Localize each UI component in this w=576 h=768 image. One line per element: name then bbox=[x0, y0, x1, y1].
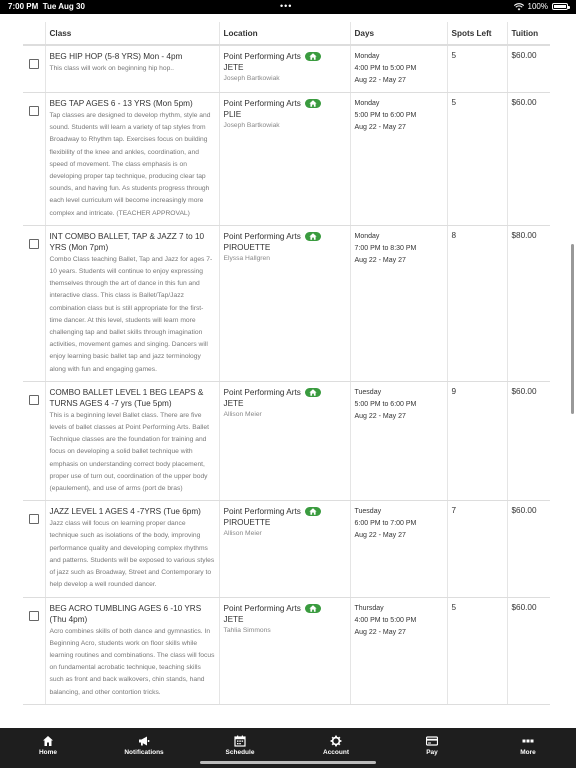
location-room: JETE bbox=[223, 398, 244, 408]
multitasking-dots-icon[interactable]: ••• bbox=[280, 1, 293, 11]
home-location-badge bbox=[305, 604, 321, 613]
class-dates: Aug 22 - May 27 bbox=[354, 77, 406, 84]
teacher-name: Tahlia Simmons bbox=[223, 626, 271, 634]
location-name-line bbox=[224, 51, 346, 62]
tuition-cell: $60.00 bbox=[507, 45, 550, 93]
tab-notifications[interactable] bbox=[96, 728, 192, 768]
location-name-line bbox=[224, 603, 346, 614]
tab-home[interactable] bbox=[0, 728, 96, 768]
row-checkbox[interactable] bbox=[29, 106, 39, 116]
header-tuition[interactable]: Tuition bbox=[507, 22, 550, 45]
class-day: Tuesday bbox=[354, 508, 382, 516]
class-dates: Aug 22 - May 27 bbox=[354, 256, 406, 264]
location-cell bbox=[219, 381, 350, 500]
location-room: PIROUETTE bbox=[223, 518, 271, 528]
class-cell bbox=[45, 381, 219, 500]
tuition-cell: $60.00 bbox=[507, 93, 550, 226]
location-room: PLIE bbox=[223, 110, 242, 119]
days-cell bbox=[350, 93, 447, 226]
table-row[interactable] bbox=[23, 381, 550, 500]
class-cell bbox=[45, 225, 219, 381]
location-cell bbox=[219, 93, 350, 226]
teacher-name: Elyssa Hallgren bbox=[223, 254, 270, 262]
location-room: JETE bbox=[223, 614, 244, 624]
class-time: 5:00 PM to 6:00 PM bbox=[354, 400, 417, 408]
row-checkbox[interactable] bbox=[29, 611, 39, 621]
home-icon bbox=[309, 605, 317, 612]
home-icon bbox=[309, 233, 317, 240]
location-cell bbox=[219, 597, 350, 704]
location-name: Point Performing Arts bbox=[223, 603, 301, 613]
class-description: Acro combines skills of both dance and gymnastics. In Beginning Acro, students work on floor skills while learning routines and combinations. The class will focus on fundamental acrobatic technique, teaching skills such as front and back walkovers, chin stands, hand balancing, and other contortion tricks. bbox=[49, 627, 215, 696]
class-cell bbox=[45, 501, 219, 597]
row-select-cell bbox=[23, 45, 45, 93]
home-location-badge bbox=[305, 99, 321, 108]
class-title[interactable]: COMBO BALLET LEVEL 1 BEG LEAPS & TURNS AGES 4 -7 yrs (Tue 5pm) bbox=[49, 387, 204, 408]
row-checkbox[interactable] bbox=[29, 514, 39, 524]
class-list-content[interactable] bbox=[0, 14, 576, 728]
spots-left-cell: 8 bbox=[447, 225, 507, 381]
location-cell bbox=[219, 45, 350, 93]
tab-label: Home bbox=[38, 749, 58, 756]
home-icon bbox=[309, 389, 317, 396]
location-cell bbox=[219, 501, 350, 597]
battery-icon bbox=[552, 3, 568, 10]
class-description: Tap classes are designed to develop rhythm, style and sound. Students will learn a variety of tap styles from Broadway to Rhythm tap. Exercises focus on building flexibility of the knee and ankles, coordination, and speed of movement. The class emphasis is on developing proper tap technique, producing clear tap sounds, and having fun. As students progress through each level curriculum will become increasingly more complex and intricate. (TEACHER APPROVAL) bbox=[49, 112, 211, 217]
class-dates: Aug 22 - May 27 bbox=[354, 628, 406, 636]
home-icon bbox=[309, 508, 317, 515]
spots-left-cell: 7 bbox=[447, 501, 507, 597]
row-select-cell bbox=[23, 93, 45, 226]
class-day: Tuesday bbox=[354, 388, 382, 396]
row-select-cell bbox=[23, 597, 45, 704]
class-title[interactable]: BEG ACRO TUMBLING AGES 6 -10 YRS (Thu 4pm) bbox=[49, 603, 202, 624]
class-dates: Aug 22 - May 27 bbox=[354, 124, 406, 131]
row-select-cell bbox=[23, 381, 45, 500]
class-cell bbox=[45, 45, 219, 93]
row-checkbox[interactable] bbox=[29, 239, 39, 249]
home-location-badge bbox=[305, 232, 321, 241]
battery-percent: 100% bbox=[527, 2, 548, 11]
class-day: Thursday bbox=[354, 604, 384, 612]
teacher-name: Joseph Bartkowiak bbox=[223, 122, 280, 129]
tab-pay[interactable] bbox=[384, 728, 480, 768]
location-name: Point Performing Arts bbox=[223, 387, 301, 397]
class-time: 4:00 PM to 5:00 PM bbox=[354, 616, 417, 624]
calendar-icon bbox=[234, 735, 246, 747]
tuition-cell: $60.00 bbox=[507, 597, 550, 704]
location-name: Point Performing Arts bbox=[223, 99, 301, 108]
header-location[interactable]: Location bbox=[219, 22, 350, 45]
table-row[interactable] bbox=[23, 93, 550, 226]
class-description: This is a beginning level Ballet class. There are five levels of ballet classes at Point Performing Arts. Ballet Technique classes are the foundation for training and focus on developing a solid ballet technique with emphasis on understanding correct body placement, proper use of turn out, coordination of the upper body (epaulement), and use of arms (port de bras) bbox=[49, 411, 209, 493]
table-row[interactable] bbox=[23, 45, 550, 93]
table-row[interactable] bbox=[23, 225, 550, 381]
class-time: 7:00 PM to 8:30 PM bbox=[354, 244, 417, 252]
location-name: Point Performing Arts bbox=[223, 52, 301, 61]
more-icon bbox=[522, 735, 534, 747]
class-day: Monday bbox=[354, 100, 380, 107]
megaphone-icon bbox=[138, 735, 150, 747]
spots-left-cell: 5 bbox=[447, 93, 507, 226]
class-time: 5:00 PM to 6:00 PM bbox=[354, 112, 417, 119]
row-checkbox[interactable] bbox=[29, 59, 39, 69]
row-checkbox[interactable] bbox=[29, 395, 39, 405]
spots-left-cell: 5 bbox=[447, 597, 507, 704]
class-time: 4:00 PM to 5:00 PM bbox=[354, 65, 417, 72]
home-icon bbox=[309, 100, 317, 107]
days-cell bbox=[350, 597, 447, 704]
teacher-name: Joseph Bartkowiak bbox=[223, 75, 280, 82]
spots-left-cell: 9 bbox=[447, 381, 507, 500]
class-cell bbox=[45, 597, 219, 704]
scrollbar[interactable] bbox=[571, 244, 574, 414]
tab-label: Notifications bbox=[124, 749, 164, 756]
spots-left-cell: 5 bbox=[447, 45, 507, 93]
class-title[interactable]: INT COMBO BALLET, TAP & JAZZ 7 to 10 YRS (Mon 7pm) bbox=[49, 231, 205, 252]
home-icon bbox=[309, 53, 317, 60]
header-spots-left[interactable]: Spots Left bbox=[447, 22, 507, 45]
classes-table bbox=[23, 22, 550, 705]
class-description: Jazz class will focus on learning proper dance technique such as isolations of the body, improving performance quality and developing complex rhythms and patterns. Students will be exposed to various styles of jazz such as Broadway, Street and Contemporary to help develop a well rounded dancer. bbox=[49, 520, 215, 589]
home-location-badge bbox=[305, 52, 321, 61]
home-location-badge bbox=[305, 388, 321, 397]
location-name-line bbox=[224, 506, 346, 517]
location-room: JETE bbox=[223, 63, 244, 72]
class-dates: Aug 22 - May 27 bbox=[354, 532, 406, 540]
class-description: Combo Class teaching Ballet, Tap and Jazz for ages 7-10 years. Students will continue to enjoy expressing themselves through the art of dance in this fun and interactive class. This class is Ballet/Tap/Jazz combination class but is still appropriate for the first-time dancer. At this level, students will learn more challenging tap and ballet skills through imagination activities, movement games and singing. Dancers will enjoy learning basic ballet tap and jazz terminology along with fun and engaging games. bbox=[49, 255, 213, 373]
row-select-cell bbox=[23, 501, 45, 597]
credit-card-icon bbox=[426, 735, 438, 747]
class-description: This class will work on beginning hip hop.. bbox=[49, 65, 175, 72]
location-cell bbox=[219, 225, 350, 381]
header-class[interactable]: Class bbox=[45, 22, 219, 45]
header-select bbox=[23, 22, 45, 45]
class-day: Monday bbox=[354, 53, 380, 60]
days-cell bbox=[350, 225, 447, 381]
gear-icon bbox=[330, 735, 342, 747]
class-day: Monday bbox=[354, 232, 380, 240]
status-time-date: 7:00 PM Tue Aug 30 bbox=[8, 2, 85, 11]
location-name: Point Performing Arts bbox=[223, 507, 301, 517]
row-select-cell bbox=[23, 225, 45, 381]
tuition-cell: $80.00 bbox=[507, 225, 550, 381]
home-location-badge bbox=[305, 507, 321, 516]
class-time: 6:00 PM to 7:00 PM bbox=[354, 520, 417, 528]
tab-label: Pay bbox=[426, 749, 438, 756]
days-cell bbox=[350, 381, 447, 500]
table-header-row bbox=[23, 22, 550, 45]
days-cell bbox=[350, 501, 447, 597]
table-row[interactable] bbox=[23, 501, 550, 597]
wifi-icon bbox=[514, 3, 524, 11]
status-bar bbox=[0, 0, 576, 14]
table-row[interactable] bbox=[23, 597, 550, 704]
location-name-line bbox=[224, 98, 346, 109]
location-room: PIROUETTE bbox=[223, 242, 271, 252]
home-indicator[interactable] bbox=[200, 761, 376, 764]
header-days[interactable]: Days bbox=[350, 22, 447, 45]
teacher-name: Allison Meier bbox=[223, 530, 262, 538]
tuition-cell: $60.00 bbox=[507, 501, 550, 597]
tab-more[interactable] bbox=[480, 728, 576, 768]
tab-label: More bbox=[520, 749, 536, 756]
class-title[interactable]: JAZZ LEVEL 1 AGES 4 -7YRS (Tue 6pm) bbox=[49, 507, 201, 517]
teacher-name: Allison Meier bbox=[223, 410, 262, 418]
class-title[interactable]: BEG HIP HOP (5-8 YRS) Mon - 4pm bbox=[49, 52, 183, 61]
tuition-cell: $60.00 bbox=[507, 381, 550, 500]
home-icon bbox=[42, 735, 54, 747]
class-cell bbox=[45, 93, 219, 226]
class-title[interactable]: BEG TAP AGES 6 - 13 YRS (Mon 5pm) bbox=[49, 99, 193, 108]
location-name: Point Performing Arts bbox=[223, 231, 301, 241]
tab-label: Schedule bbox=[225, 749, 255, 756]
class-dates: Aug 22 - May 27 bbox=[354, 412, 406, 420]
location-name-line bbox=[224, 231, 346, 242]
days-cell bbox=[350, 45, 447, 93]
status-right bbox=[514, 2, 568, 11]
location-name-line bbox=[224, 387, 346, 398]
tab-label: Account bbox=[323, 749, 349, 756]
